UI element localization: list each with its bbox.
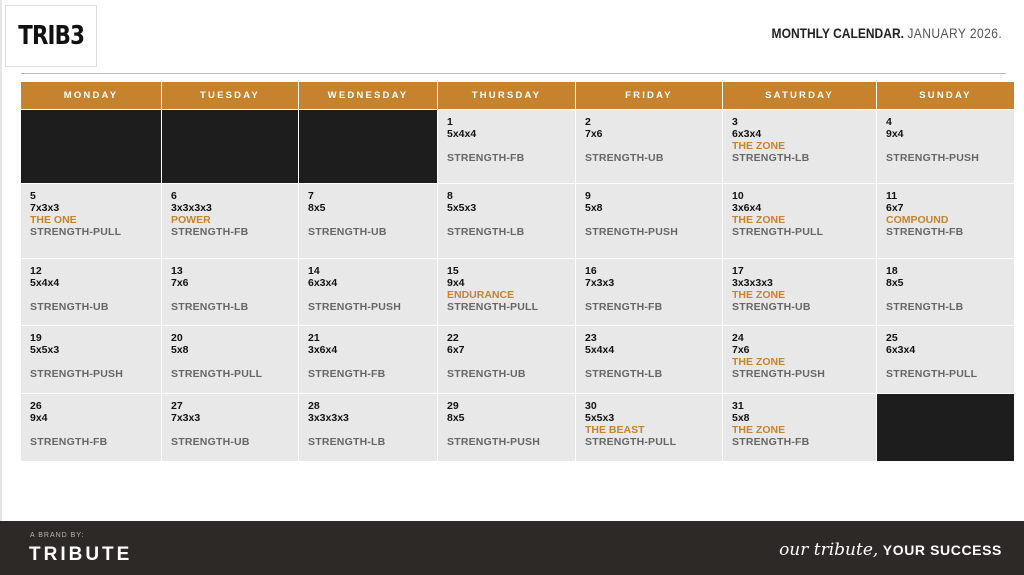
strength-focus: STRENGTH-FB [308, 368, 386, 380]
day-header-sunday: SUNDAY [877, 82, 1014, 109]
day-number: 2 [585, 116, 591, 128]
footer-brand-name: TRIBUTE [29, 544, 133, 565]
special-class-spacer [30, 289, 161, 301]
special-class-spacer [447, 140, 575, 152]
strength-focus: STRENGTH-PUSH [308, 301, 402, 313]
strength-focus: STRENGTH-PULL [30, 226, 122, 238]
day-number: 18 [886, 265, 898, 277]
calendar-day-cell [723, 326, 876, 393]
day-number: 20 [171, 332, 183, 344]
calendar-cell-empty [162, 110, 298, 183]
special-class-spacer [585, 356, 722, 368]
special-class-spacer [447, 214, 575, 226]
day-number: 16 [585, 265, 597, 277]
strength-focus: STRENGTH-UB [308, 226, 387, 238]
rep-scheme: 3x3x3x3 [171, 202, 212, 214]
strength-focus: STRENGTH-PUSH [585, 226, 679, 238]
day-number: 21 [308, 332, 320, 344]
strength-focus: STRENGTH-PULL [447, 301, 539, 313]
strength-focus: STRENGTH-PULL [171, 368, 263, 380]
strength-focus: STRENGTH-LB [171, 301, 249, 313]
special-class-label: THE ZONE [732, 424, 786, 436]
rep-scheme: 5x8 [585, 202, 603, 214]
day-header-tuesday: TUESDAY [162, 82, 298, 109]
rep-scheme: 5x4x4 [447, 128, 477, 140]
header-divider [21, 73, 1006, 74]
calendar-cell-empty [299, 110, 437, 183]
special-class-spacer [30, 424, 161, 436]
strength-focus: STRENGTH-PUSH [886, 152, 980, 164]
day-header-monday: MONDAY [21, 82, 161, 109]
special-class-spacer [585, 214, 722, 226]
strength-focus: STRENGTH-FB [732, 436, 810, 448]
special-class-spacer [585, 140, 722, 152]
calendar-day-cell [877, 110, 1014, 183]
strength-focus: STRENGTH-UB [30, 301, 109, 313]
calendar-day-cell [723, 394, 876, 461]
day-number: 25 [886, 332, 898, 344]
monthly-calendar-grid [21, 82, 1008, 461]
rep-scheme: 6x3x4 [886, 344, 916, 356]
strength-focus: STRENGTH-PULL [585, 436, 677, 448]
brand-logo-text: TRIB3 [18, 21, 84, 51]
calendar-cell-empty [21, 110, 161, 183]
footer-tagline [779, 540, 1002, 560]
calendar-day-cell [576, 110, 722, 183]
day-number: 23 [585, 332, 597, 344]
special-class-label: THE ONE [30, 214, 77, 226]
calendar-day-cell [576, 184, 722, 258]
day-number: 22 [447, 332, 459, 344]
special-class-spacer [171, 289, 298, 301]
rep-scheme: 3x6x4 [732, 202, 762, 214]
day-number: 31 [732, 400, 744, 412]
rep-scheme: 6x7 [886, 202, 904, 214]
day-number: 24 [732, 332, 744, 344]
day-number: 28 [308, 400, 320, 412]
calendar-day-cell [162, 394, 298, 461]
calendar-day-cell [21, 394, 161, 461]
special-class-spacer [447, 356, 575, 368]
tagline-caps: YOUR SUCCESS [882, 542, 1002, 558]
day-number: 9 [585, 190, 591, 202]
day-number: 26 [30, 400, 42, 412]
strength-focus: STRENGTH-UB [732, 301, 811, 313]
day-number: 10 [732, 190, 744, 202]
rep-scheme: 8x5 [447, 412, 465, 424]
rep-scheme: 9x4 [30, 412, 48, 424]
day-number: 30 [585, 400, 597, 412]
rep-scheme: 5x4x4 [585, 344, 615, 356]
strength-focus: STRENGTH-LB [585, 368, 663, 380]
rep-scheme: 7x6 [171, 277, 189, 289]
special-class-label: COMPOUND [886, 214, 949, 226]
calendar-day-cell [576, 326, 722, 393]
rep-scheme: 6x3x4 [308, 277, 338, 289]
special-class-label: ENDURANCE [447, 289, 515, 301]
rep-scheme: 5x8 [732, 412, 750, 424]
day-number: 17 [732, 265, 744, 277]
strength-focus: STRENGTH-PUSH [30, 368, 124, 380]
day-header-wednesday: WEDNESDAY [299, 82, 437, 109]
rep-scheme: 5x5x3 [447, 202, 477, 214]
strength-focus: STRENGTH-FB [30, 436, 108, 448]
strength-focus: STRENGTH-LB [886, 301, 964, 313]
strength-focus: STRENGTH-LB [308, 436, 386, 448]
brand-logo [5, 5, 97, 67]
rep-scheme: 7x6 [585, 128, 603, 140]
day-number: 8 [447, 190, 453, 202]
special-class-label: THE ZONE [732, 140, 786, 152]
special-class-label: THE ZONE [732, 356, 786, 368]
special-class-label: THE BEAST [585, 424, 645, 436]
rep-scheme: 8x5 [308, 202, 326, 214]
special-class-spacer [30, 356, 161, 368]
calendar-day-cell [438, 394, 575, 461]
rep-scheme: 7x3x3 [30, 202, 60, 214]
strength-focus: STRENGTH-FB [886, 226, 964, 238]
calendar-day-cell [877, 184, 1014, 258]
rep-scheme: 5x4x4 [30, 277, 60, 289]
calendar-day-cell [723, 259, 876, 325]
calendar-cell-empty [877, 394, 1014, 461]
page-title-main: MONTHLY CALENDAR. [771, 25, 904, 41]
day-number: 14 [308, 265, 320, 277]
calendar-day-cell [21, 184, 161, 258]
strength-focus: STRENGTH-PULL [732, 226, 824, 238]
strength-focus: STRENGTH-PUSH [732, 368, 826, 380]
rep-scheme: 3x3x3x3 [732, 277, 773, 289]
day-number: 12 [30, 265, 42, 277]
special-class-spacer [308, 289, 437, 301]
strength-focus: STRENGTH-UB [171, 436, 250, 448]
strength-focus: STRENGTH-FB [171, 226, 249, 238]
day-number: 5 [30, 190, 36, 202]
calendar-day-cell [162, 326, 298, 393]
day-number: 27 [171, 400, 183, 412]
special-class-spacer [585, 289, 722, 301]
special-class-label: THE ZONE [732, 289, 786, 301]
rep-scheme: 6x3x4 [732, 128, 762, 140]
special-class-spacer [171, 356, 298, 368]
calendar-day-cell [877, 326, 1014, 393]
rep-scheme: 9x4 [447, 277, 465, 289]
day-number: 6 [171, 190, 177, 202]
calendar-day-cell [21, 326, 161, 393]
rep-scheme: 8x5 [886, 277, 904, 289]
rep-scheme: 5x5x3 [30, 344, 60, 356]
rep-scheme: 9x4 [886, 128, 904, 140]
rep-scheme: 6x7 [447, 344, 465, 356]
calendar-day-cell [723, 110, 876, 183]
strength-focus: STRENGTH-LB [732, 152, 810, 164]
special-class-spacer [886, 140, 1014, 152]
footer-bar [0, 521, 1024, 575]
page-frame [0, 0, 2, 575]
special-class-spacer [308, 424, 437, 436]
day-header-friday: FRIDAY [576, 82, 722, 109]
calendar-day-cell [438, 259, 575, 325]
strength-focus: STRENGTH-PUSH [447, 436, 541, 448]
rep-scheme: 7x3x3 [171, 412, 201, 424]
page-title-month: JANUARY 2026. [907, 25, 1002, 41]
rep-scheme: 5x5x3 [585, 412, 615, 424]
calendar-day-cell [162, 184, 298, 258]
day-number: 4 [886, 116, 892, 128]
strength-focus: STRENGTH-FB [447, 152, 525, 164]
calendar-day-cell [438, 326, 575, 393]
special-class-spacer [447, 424, 575, 436]
strength-focus: STRENGTH-FB [585, 301, 663, 313]
special-class-spacer [171, 424, 298, 436]
tagline-script: our tribute, [779, 540, 879, 560]
day-number: 29 [447, 400, 459, 412]
calendar-day-cell [438, 184, 575, 258]
special-class-spacer [308, 356, 437, 368]
rep-scheme: 3x3x3x3 [308, 412, 349, 424]
calendar-day-cell [299, 259, 437, 325]
calendar-day-cell [162, 259, 298, 325]
footer-brand-label: A BRAND BY: [30, 532, 85, 539]
special-class-label: THE ZONE [732, 214, 786, 226]
special-class-spacer [886, 356, 1014, 368]
calendar-day-cell [299, 326, 437, 393]
calendar-day-cell [723, 184, 876, 258]
strength-focus: STRENGTH-LB [447, 226, 525, 238]
day-number: 1 [447, 116, 453, 128]
rep-scheme: 3x6x4 [308, 344, 338, 356]
day-number: 19 [30, 332, 42, 344]
rep-scheme: 5x8 [171, 344, 189, 356]
calendar-day-cell [877, 259, 1014, 325]
special-class-spacer [308, 214, 437, 226]
strength-focus: STRENGTH-PULL [886, 368, 978, 380]
calendar-day-cell [576, 394, 722, 461]
calendar-day-cell [21, 259, 161, 325]
special-class-label: POWER [171, 214, 211, 226]
day-header-saturday: SATURDAY [723, 82, 876, 109]
calendar-day-cell [299, 184, 437, 258]
day-number: 3 [732, 116, 738, 128]
page-title [771, 25, 1002, 41]
day-number: 13 [171, 265, 183, 277]
day-number: 15 [447, 265, 459, 277]
day-number: 11 [886, 190, 898, 202]
rep-scheme: 7x3x3 [585, 277, 615, 289]
special-class-spacer [886, 289, 1014, 301]
rep-scheme: 7x6 [732, 344, 750, 356]
strength-focus: STRENGTH-UB [447, 368, 526, 380]
day-header-thursday: THURSDAY [438, 82, 575, 109]
calendar-day-cell [299, 394, 437, 461]
day-number: 7 [308, 190, 314, 202]
calendar-day-cell [438, 110, 575, 183]
calendar-day-cell [576, 259, 722, 325]
strength-focus: STRENGTH-UB [585, 152, 664, 164]
